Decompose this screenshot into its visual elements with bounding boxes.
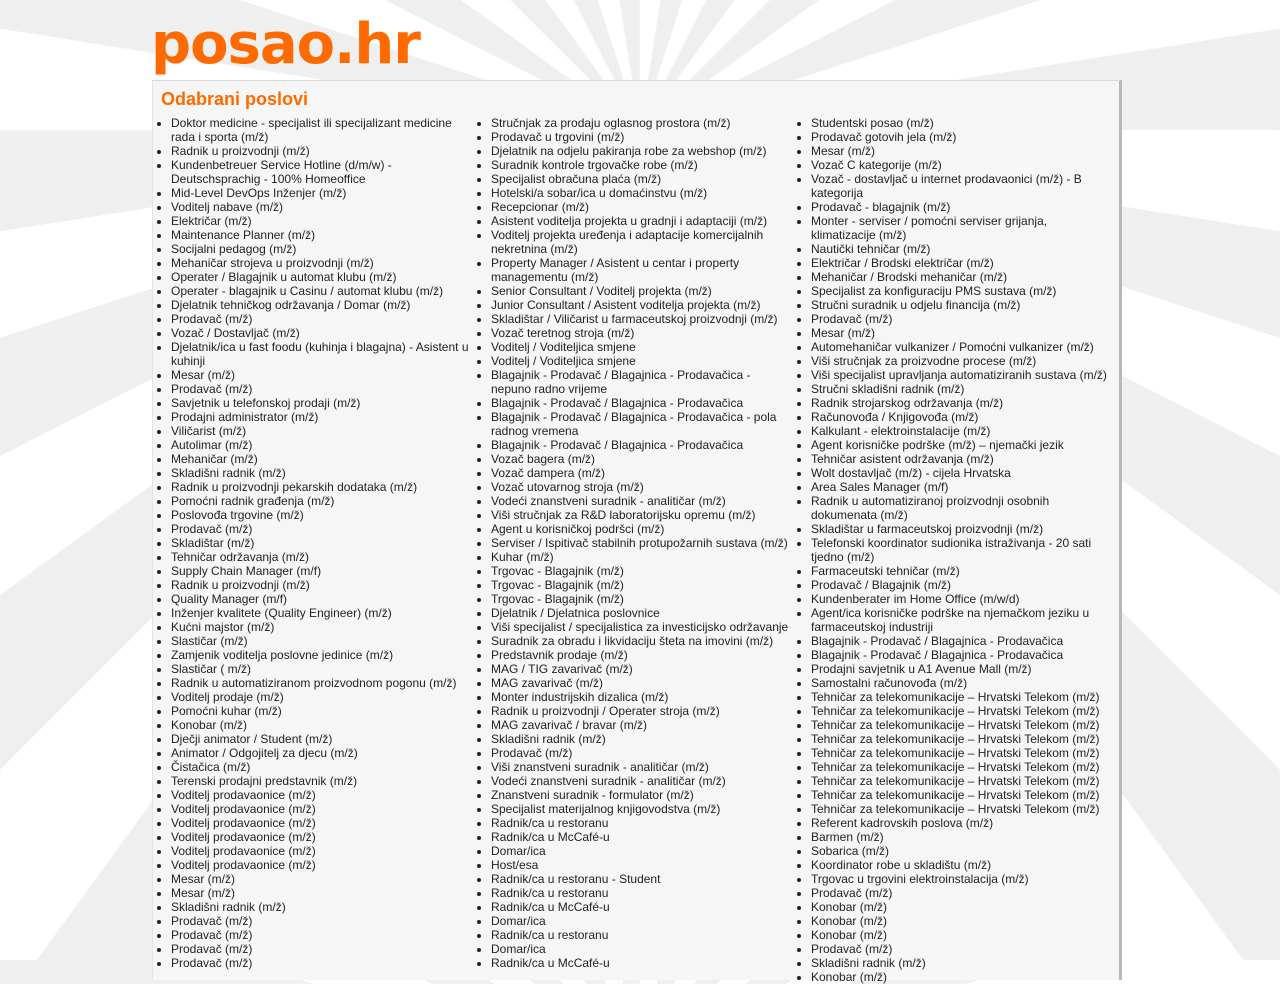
job-link[interactable]: • Prodavač / Blagajnik (m/ž)	[811, 578, 1111, 592]
job-link[interactable]: • Maintenance Planner (m/ž)	[171, 228, 471, 242]
jobs-column-2	[473, 116, 791, 970]
job-link[interactable]: • Telefonski koordinator sudionika istraživanja - 20 sati tjedno (m/ž)	[811, 536, 1111, 564]
job-link[interactable]: • Asistent voditelja projekta u gradnji i adaptaciji (m/ž)	[491, 214, 791, 228]
section-title: Odabrani poslovi	[161, 89, 309, 109]
job-link[interactable]: • Monter industrijskih dizalica (m/ž)	[491, 690, 791, 704]
job-link[interactable]: • Električar / Brodski električar (m/ž)	[811, 256, 1111, 270]
job-link[interactable]: • Prodavač (m/ž)	[171, 522, 471, 536]
job-link[interactable]: • Vozač teretnog stroja (m/ž)	[491, 326, 791, 340]
job-link[interactable]: • Referent kadrovskih poslova (m/ž)	[811, 816, 1111, 830]
job-link[interactable]: • Tehničar za telekomunikacije – Hrvatski Telekom (m/ž)	[811, 732, 1111, 746]
job-link[interactable]: • Viši stručnjak za proizvodne procese (m/ž)	[811, 354, 1111, 368]
job-link[interactable]: • Radnik/ca u McCafé-u	[491, 900, 791, 914]
job-link[interactable]: • Wolt dostavljač (m/ž) - cijela Hrvatska	[811, 466, 1111, 480]
job-link[interactable]: • Radnik u automatiziranoj proizvodnji osobnih dokumenata (m/ž)	[811, 494, 1111, 522]
job-link[interactable]: • Vozač utovarnog stroja (m/ž)	[491, 480, 791, 494]
job-link[interactable]: • Radnik/ca u McCafé-u	[491, 830, 791, 844]
job-link[interactable]: • Prodavač (m/ž)	[811, 886, 1111, 900]
job-link[interactable]: • Stručnjak za prodaju oglasnog prostora (m/ž)	[491, 116, 791, 130]
job-link[interactable]: • Voditelj prodavaonice (m/ž)	[171, 858, 471, 872]
job-link[interactable]: • Konobar (m/ž)	[811, 900, 1111, 914]
job-link[interactable]: • Djelatnik tehničkog održavanja / Domar (m/ž)	[171, 298, 471, 312]
job-link[interactable]: • Mesar (m/ž)	[171, 886, 471, 900]
job-link[interactable]: • Prodavač (m/ž)	[811, 312, 1111, 326]
job-link[interactable]: • Tehničar za telekomunikacije – Hrvatski Telekom (m/ž)	[811, 704, 1111, 718]
job-link[interactable]: • Koordinator robe u skladištu (m/ž)	[811, 858, 1111, 872]
job-link[interactable]: • Radnik u proizvodnji pekarskih dodataka (m/ž)	[171, 480, 471, 494]
job-link[interactable]: • Prodavač (m/ž)	[171, 942, 471, 956]
job-link[interactable]: • Stručni skladišni radnik (m/ž)	[811, 382, 1111, 396]
job-link[interactable]: • Samostalni računovođa (m/ž)	[811, 676, 1111, 690]
job-link[interactable]: • Kuhar (m/ž)	[491, 550, 791, 564]
job-link[interactable]: • Socijalni pedagog (m/ž)	[171, 242, 471, 256]
job-link[interactable]: • Voditelj / Voditeljica smjene	[491, 340, 791, 354]
job-link[interactable]: • Trgovac u trgovini elektroinstalacija (m/ž)	[811, 872, 1111, 886]
job-link[interactable]: • Terenski prodajni predstavnik (m/ž)	[171, 774, 471, 788]
job-link[interactable]: • Dječji animator / Student (m/ž)	[171, 732, 471, 746]
job-link[interactable]: • Barmen (m/ž)	[811, 830, 1111, 844]
job-link[interactable]: • MAG zavarivač (m/ž)	[491, 676, 791, 690]
job-link[interactable]: • Računovođa / Knjigovođa (m/ž)	[811, 410, 1111, 424]
job-link[interactable]: • Suradnik za obradu i likvidaciju šteta na imovini (m/ž)	[491, 634, 791, 648]
job-link[interactable]: • Slastičar (m/ž)	[171, 634, 471, 648]
job-link[interactable]: • Vozač - dostavljač u internet prodavaonici (m/ž) - B kategorija	[811, 172, 1111, 200]
job-link[interactable]: • Specijalist materijalnog knjigovodstva (m/ž)	[491, 802, 791, 816]
job-link[interactable]: • Junior Consultant / Asistent voditelja projekta (m/ž)	[491, 298, 791, 312]
job-link[interactable]: • Prodajni administrator (m/ž)	[171, 410, 471, 424]
job-link[interactable]: • Djelatnik/ica u fast foodu (kuhinja i blagajna) - Asistent u kuhinji	[171, 340, 471, 368]
job-link[interactable]: • Prodavač - blagajnik (m/ž)	[811, 200, 1111, 214]
job-link[interactable]: • Prodavač (m/ž)	[171, 382, 471, 396]
job-link[interactable]: • Pomoćni kuhar (m/ž)	[171, 704, 471, 718]
job-link[interactable]: • Voditelj / Voditeljica smjene	[491, 354, 791, 368]
job-link[interactable]: • Mesar (m/ž)	[171, 872, 471, 886]
job-link[interactable]: • Agent/ica korisničke podrške na njemačkom jeziku u farmaceutskoj industriji	[811, 606, 1111, 634]
job-link[interactable]: • Prodavač (m/ž)	[171, 928, 471, 942]
job-link[interactable]: • Kalkulant - elektroinstalacije (m/ž)	[811, 424, 1111, 438]
job-link[interactable]: • Kundenberater im Home Office (m/w/d)	[811, 592, 1111, 606]
job-link[interactable]: • Vodeći znanstveni suradnik - analitičar (m/ž)	[491, 494, 791, 508]
job-link[interactable]: • Mesar (m/ž)	[811, 144, 1111, 158]
job-link[interactable]: • Radnik/ca u restoranu - Student	[491, 872, 791, 886]
job-link[interactable]: • Vozač / Dostavljač (m/ž)	[171, 326, 471, 340]
job-link[interactable]: • Skladišni radnik (m/ž)	[171, 466, 471, 480]
job-link[interactable]: • Mesar (m/ž)	[171, 368, 471, 382]
job-link[interactable]: • Blagajnik - Prodavač / Blagajnica - Prodavačica	[491, 438, 791, 452]
job-link[interactable]: • Recepcionar (m/ž)	[491, 200, 791, 214]
job-link[interactable]: • Poslovođa trgovine (m/ž)	[171, 508, 471, 522]
job-link[interactable]: • Savjetnik u telefonskoj prodaji (m/ž)	[171, 396, 471, 410]
job-link[interactable]: • Vozač C kategorije (m/ž)	[811, 158, 1111, 172]
job-link[interactable]: • Prodavač (m/ž)	[811, 942, 1111, 956]
job-link[interactable]: • Viličarist (m/ž)	[171, 424, 471, 438]
job-link[interactable]: • Autolimar (m/ž)	[171, 438, 471, 452]
job-link[interactable]: • Radnik/ca u McCafé-u	[491, 956, 791, 970]
job-link[interactable]: • Tehničar za telekomunikacije – Hrvatski Telekom (m/ž)	[811, 802, 1111, 816]
job-link[interactable]: • Stručni suradnik u odjelu financija (m/ž)	[811, 298, 1111, 312]
job-link[interactable]: • Voditelj prodavaonice (m/ž)	[171, 844, 471, 858]
job-link[interactable]: • Senior Consultant / Voditelj projekta (m/ž)	[491, 284, 791, 298]
job-link[interactable]: • Radnik u automatiziranom proizvodnom pogonu (m/ž)	[171, 676, 471, 690]
job-link[interactable]: • Skladišni radnik (m/ž)	[811, 956, 1111, 970]
job-link[interactable]: • Blagajnik - Prodavač / Blagajnica - Prodavačica - pola radnog vremena	[491, 410, 791, 438]
job-link[interactable]: • Vodeći znanstveni suradnik - analitičar (m/ž)	[491, 774, 791, 788]
job-link[interactable]: • Vozač dampera (m/ž)	[491, 466, 791, 480]
job-link[interactable]: • MAG / TIG zavarivač (m/ž)	[491, 662, 791, 676]
job-link[interactable]: • Viši specijalist / specijalistica za investicijsko održavanje	[491, 620, 791, 634]
job-link[interactable]: • Skladištar / Viličarist u farmaceutskoj proizvodnji (m/ž)	[491, 312, 791, 326]
job-link[interactable]: • Voditelj prodavaonice (m/ž)	[171, 816, 471, 830]
job-link[interactable]: • Blagajnik - Prodavač / Blagajnica - Prodavačica - nepuno radno vrijeme	[491, 368, 791, 396]
job-link[interactable]: • Tehničar održavanja (m/ž)	[171, 550, 471, 564]
job-link[interactable]: • Trgovac - Blagajnik (m/ž)	[491, 592, 791, 606]
job-link[interactable]: • Tehničar za telekomunikacije – Hrvatski Telekom (m/ž)	[811, 690, 1111, 704]
job-link[interactable]: • Tehničar asistent održavanja (m/ž)	[811, 452, 1111, 466]
job-link[interactable]: • Mesar (m/ž)	[811, 326, 1111, 340]
job-link[interactable]: • Area Sales Manager (m/f)	[811, 480, 1111, 494]
job-link[interactable]: • Prodavač (m/ž)	[491, 746, 791, 760]
job-link[interactable]: • Quality Manager (m/f)	[171, 592, 471, 606]
job-link[interactable]: • Radnik/ca u restoranu	[491, 928, 791, 942]
job-link[interactable]: • Operater - blagajnik u Casinu / automat klubu (m/ž)	[171, 284, 471, 298]
job-link[interactable]: • Supply Chain Manager (m/f)	[171, 564, 471, 578]
job-link[interactable]: • Suradnik kontrole trgovačke robe (m/ž)	[491, 158, 791, 172]
job-link[interactable]: • Prodavač gotovih jela (m/ž)	[811, 130, 1111, 144]
job-link[interactable]: • Voditelj prodavaonice (m/ž)	[171, 788, 471, 802]
job-link[interactable]: • Konobar (m/ž)	[811, 914, 1111, 928]
job-link[interactable]: • Automehaničar vulkanizer / Pomoćni vulkanizer (m/ž)	[811, 340, 1111, 354]
job-link[interactable]: • Radnik/ca u restoranu	[491, 886, 791, 900]
job-link[interactable]: • Prodavač (m/ž)	[171, 914, 471, 928]
job-link[interactable]: • Kućni majstor (m/ž)	[171, 620, 471, 634]
job-link[interactable]: • Specijalist za konfiguraciju PMS sustava (m/ž)	[811, 284, 1111, 298]
job-link[interactable]: • Radnik u proizvodnji (m/ž)	[171, 578, 471, 592]
job-link[interactable]: • Trgovac - Blagajnik (m/ž)	[491, 578, 791, 592]
job-link[interactable]: • Konobar (m/ž)	[811, 928, 1111, 942]
job-link[interactable]: • Nautički tehničar (m/ž)	[811, 242, 1111, 256]
job-link[interactable]: • Mehaničar (m/ž)	[171, 452, 471, 466]
job-link[interactable]: • Monter - serviser / pomoćni serviser grijanja, klimatizacije (m/ž)	[811, 214, 1111, 242]
job-link[interactable]: • Voditelj prodaje (m/ž)	[171, 690, 471, 704]
job-link[interactable]: • Zamjenik voditelja poslovne jedinice (m/ž)	[171, 648, 471, 662]
job-link[interactable]: • Prodajni savjetnik u A1 Avenue Mall (m/ž)	[811, 662, 1111, 676]
job-link[interactable]: • Kundenbetreuer Service Hotline (d/m/w) - Deutschsprachig - 100% Homeoffice	[171, 158, 471, 186]
job-link[interactable]: • Konobar (m/ž)	[811, 970, 1111, 984]
job-link[interactable]: • Tehničar za telekomunikacije – Hrvatski Telekom (m/ž)	[811, 746, 1111, 760]
job-link[interactable]: • Mehaničar strojeva u proizvodnji (m/ž)	[171, 256, 471, 270]
job-link[interactable]: • Viši znanstveni suradnik - analitičar (m/ž)	[491, 760, 791, 774]
job-link[interactable]: • Viši specijalist upravljanja automatiziranih sustava (m/ž)	[811, 368, 1111, 382]
job-link[interactable]: • Blagajnik - Prodavač / Blagajnica - Prodavačica	[811, 648, 1111, 662]
job-link[interactable]: • Skladištar (m/ž)	[171, 536, 471, 550]
job-link[interactable]: • Domar/ica	[491, 942, 791, 956]
job-link[interactable]: • Agent u korisničkoj podršci (m/ž)	[491, 522, 791, 536]
job-link[interactable]: • Skladišni radnik (m/ž)	[491, 732, 791, 746]
job-link[interactable]: • Agent korisničke podrške (m/ž) – njemački jezik	[811, 438, 1111, 452]
job-link[interactable]: • Mehaničar / Brodski mehaničar (m/ž)	[811, 270, 1111, 284]
job-link[interactable]: • Property Manager / Asistent u centar i property managementu (m/ž)	[491, 256, 791, 284]
job-link[interactable]: • Voditelj prodavaonice (m/ž)	[171, 830, 471, 844]
job-link[interactable]: • Čistačica (m/ž)	[171, 760, 471, 774]
job-link[interactable]: • Farmaceutski tehničar (m/ž)	[811, 564, 1111, 578]
job-link[interactable]: • Radnik/ca u restoranu	[491, 816, 791, 830]
job-link[interactable]: • Radnik u proizvodnji / Operater stroja (m/ž)	[491, 704, 791, 718]
job-link[interactable]: • Domar/ica	[491, 914, 791, 928]
job-link[interactable]: • Prodavač (m/ž)	[171, 956, 471, 970]
job-link[interactable]: • Radnik strojarskog održavanja (m/ž)	[811, 396, 1111, 410]
job-link[interactable]: • Električar (m/ž)	[171, 214, 471, 228]
job-link[interactable]: • Vozač bagera (m/ž)	[491, 452, 791, 466]
job-link[interactable]: • Radnik u proizvodnji (m/ž)	[171, 144, 471, 158]
job-link[interactable]: • Blagajnik - Prodavač / Blagajnica - Prodavačica	[811, 634, 1111, 648]
job-link[interactable]: • Skladištar u farmaceutskoj proizvodnji (m/ž)	[811, 522, 1111, 536]
job-link[interactable]: • Slastičar ( m/ž)	[171, 662, 471, 676]
job-link[interactable]: • Skladišni radnik (m/ž)	[171, 900, 471, 914]
job-link[interactable]: • Viši stručnjak za R&D laboratorijsku opremu (m/ž)	[491, 508, 791, 522]
job-link[interactable]: • Prodavač (m/ž)	[171, 312, 471, 326]
job-link[interactable]: • MAG zavarivač / bravar (m/ž)	[491, 718, 791, 732]
job-link[interactable]: • Mid-Level DevOps Inženjer (m/ž)	[171, 186, 471, 200]
featured-jobs-panel	[152, 80, 1122, 984]
job-link[interactable]: • Predstavnik prodaje (m/ž)	[491, 648, 791, 662]
job-link[interactable]: • Tehničar za telekomunikacije – Hrvatski Telekom (m/ž)	[811, 760, 1111, 774]
job-link[interactable]: • Blagajnik - Prodavač / Blagajnica - Prodavačica	[491, 396, 791, 410]
job-link[interactable]: • Animator / Odgojitelj za djecu (m/ž)	[171, 746, 471, 760]
job-link[interactable]: • Inženjer kvalitete (Quality Engineer) (m/ž)	[171, 606, 471, 620]
job-link[interactable]: • Djelatnik na odjelu pakiranja robe za webshop (m/ž)	[491, 144, 791, 158]
job-link[interactable]: • Domar/ica	[491, 844, 791, 858]
job-link[interactable]: • Trgovac - Blagajnik (m/ž)	[491, 564, 791, 578]
job-link[interactable]: • Djelatnik / Djelatnica poslovnice	[491, 606, 791, 620]
job-link[interactable]: • Serviser / Ispitivač stabilnih protupožarnih sustava (m/ž)	[491, 536, 791, 550]
job-link[interactable]: • Voditelj prodavaonice (m/ž)	[171, 802, 471, 816]
job-link[interactable]: • Doktor medicine - specijalist ili specijalizant medicine rada i sporta (m/ž)	[171, 116, 471, 144]
jobs-column-3	[793, 116, 1111, 984]
job-link[interactable]: • Tehničar za telekomunikacije – Hrvatski Telekom (m/ž)	[811, 718, 1111, 732]
site-logo[interactable]: posao.hr	[151, 12, 420, 77]
job-link[interactable]: • Znanstveni suradnik - formulator (m/ž)	[491, 788, 791, 802]
job-link[interactable]: • Tehničar za telekomunikacije – Hrvatski Telekom (m/ž)	[811, 774, 1111, 788]
job-link[interactable]: • Operater / Blagajnik u automat klubu (m/ž)	[171, 270, 471, 284]
job-link[interactable]: • Studentski posao (m/ž)	[811, 116, 1111, 130]
job-link[interactable]: • Pomoćni radnik građenja (m/ž)	[171, 494, 471, 508]
job-link[interactable]: • Host/esa	[491, 858, 791, 872]
job-link[interactable]: • Voditelj projekta uređenja i adaptacije komercijalnih nekretnina (m/ž)	[491, 228, 791, 256]
job-link[interactable]: • Tehničar za telekomunikacije – Hrvatski Telekom (m/ž)	[811, 788, 1111, 802]
job-link[interactable]: • Specijalist obračuna plaća (m/ž)	[491, 172, 791, 186]
job-link[interactable]: • Prodavač u trgovini (m/ž)	[491, 130, 791, 144]
job-link[interactable]: • Hotelski/a sobar/ica u domaćinstvu (m/ž)	[491, 186, 791, 200]
job-link[interactable]: • Sobarica (m/ž)	[811, 844, 1111, 858]
job-link[interactable]: • Voditelj nabave (m/ž)	[171, 200, 471, 214]
job-link[interactable]: • Konobar (m/ž)	[171, 718, 471, 732]
jobs-column-1	[153, 116, 471, 970]
